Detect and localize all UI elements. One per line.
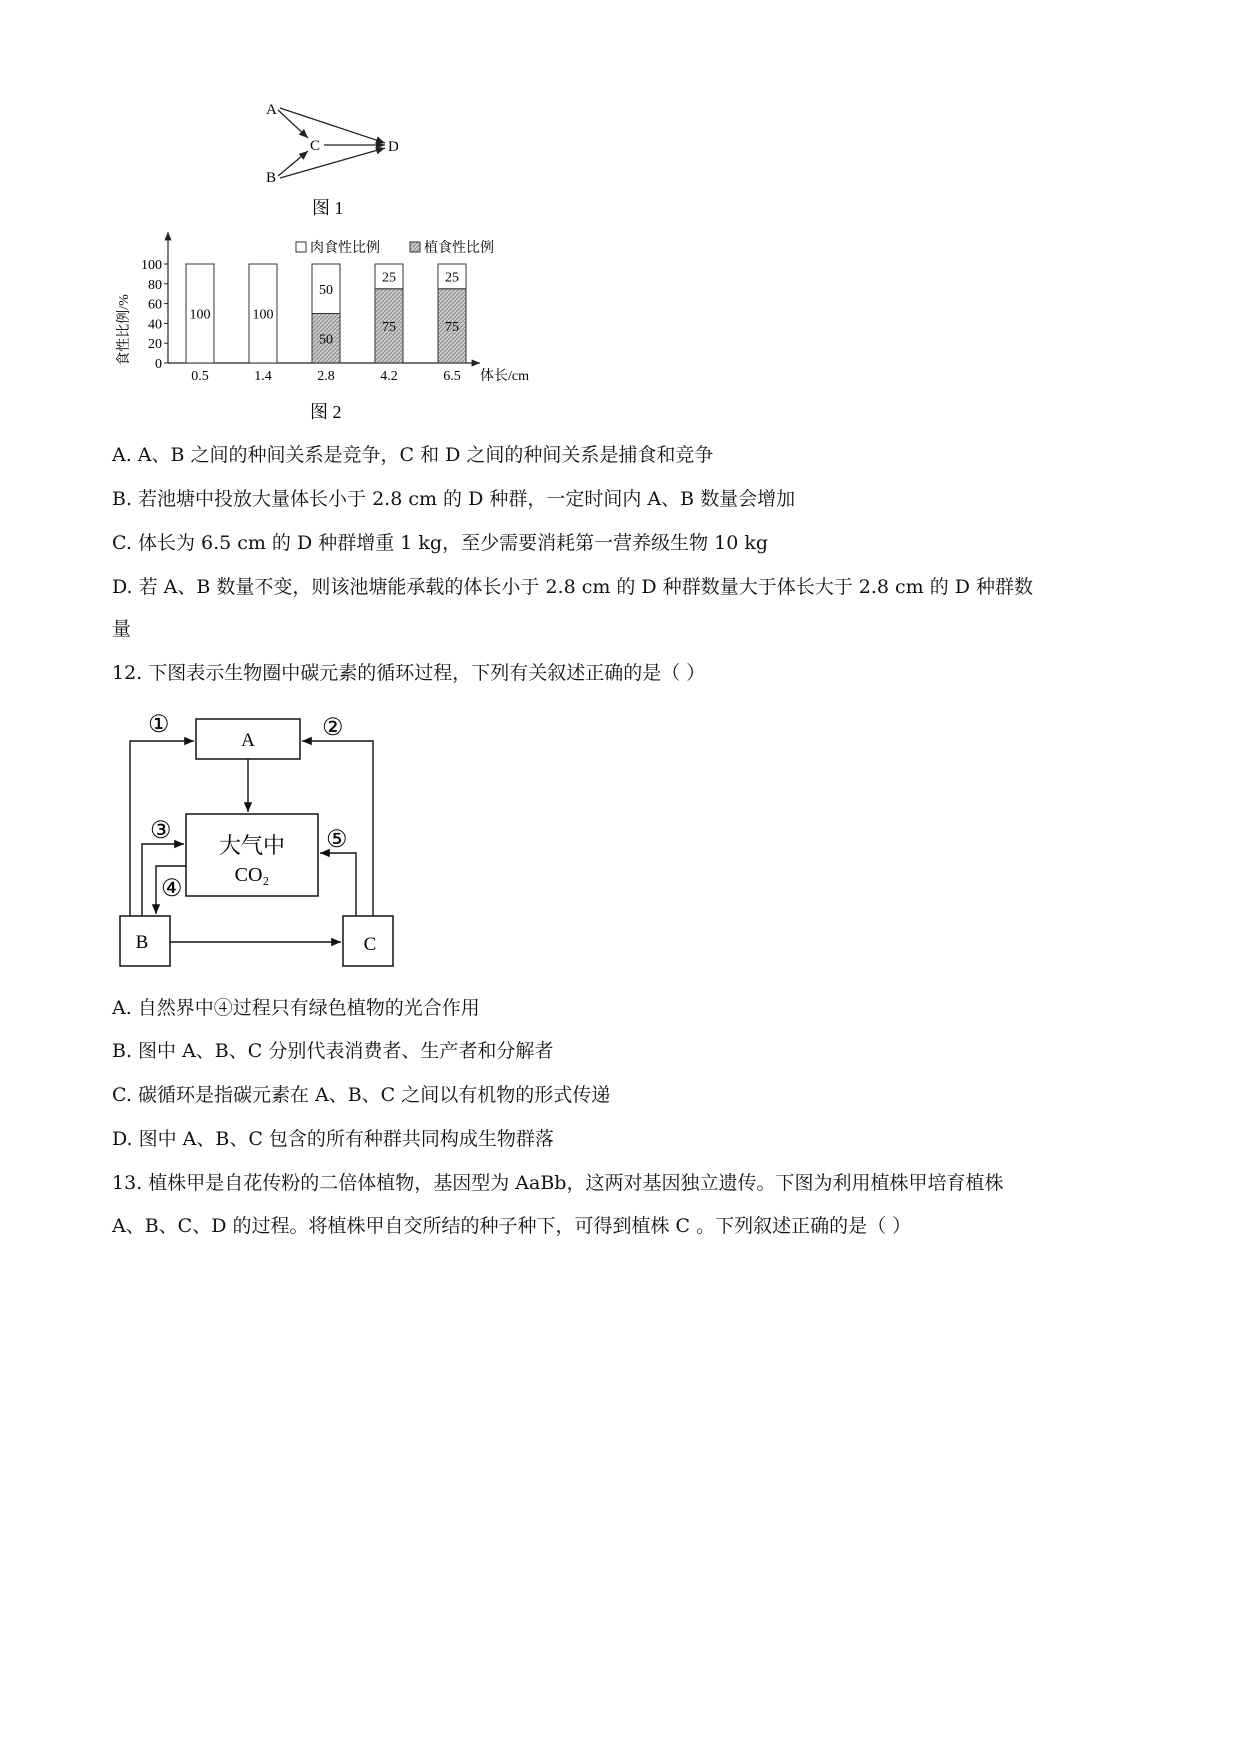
x-tick-label: 4.2 [380,369,398,384]
q12-option-a: A. 自然界中④过程只有绿色植物的光合作用 [112,997,480,1019]
bar-carnivore-value: 25 [445,270,459,286]
figure-carbon-cycle [112,704,412,974]
box-co2-label-2: CO₂ [234,864,270,886]
label-3: ③ [150,818,172,844]
figure-1-food-web [266,96,430,231]
label-5: ⑤ [326,827,348,853]
label-2: ② [322,715,344,741]
q13-stem-line-2: A、B、C、D 的过程。将植株甲自交所结的种子种下，可得到植株 C 。下列叙述正确的是（ ） [112,1215,912,1237]
legend-carnivore-label: 肉食性比例 [310,241,380,256]
q13-stem-line-1: 13. 植株甲是自花传粉的二倍体植物，基因型为 AaBb，这两对基因独立遗传。下图为利用植株甲培育植株 [112,1172,1004,1194]
q11-option-c: C. 体长为 6.5 cm 的 D 种群增重 1 kg，至少需要消耗第一营养级生物 10 kg [112,532,769,554]
bar-herbivore-value: 50 [319,332,333,348]
arrow-a-to-d [280,108,385,143]
q11-option-d: D. 若 A、B 数量不变，则该池塘能承载的体长小于 2.8 cm 的 D 种群数量大于体长大于 2.8 cm 的 D 种群数 [112,576,1034,598]
q11-option-a: A. A、B 之间的种间关系是竞争，C 和 D 之间的种间关系是捕食和竞争 [112,444,714,466]
legend-herbivore-label: 植食性比例 [424,241,494,256]
x-tick-label: 6.5 [443,369,461,384]
bar-carnivore-value: 25 [382,270,396,286]
node-a-label: A [266,102,277,118]
bar-herbivore-value: 75 [382,319,396,335]
q12-option-d: D. 图中 A、B、C 包含的所有种群共同构成生物群落 [112,1128,554,1150]
q12-option-c: C. 碳循环是指碳元素在 A、B、C 之间以有机物的形式传递 [112,1084,611,1106]
bar-carnivore-value: 50 [319,282,333,298]
y-tick-label: 40 [148,317,162,333]
x-axis-label: 体长/cm [480,369,529,384]
arrow-b-to-c [278,151,308,176]
node-d-label: D [388,139,399,155]
arrow-a-to-c [278,110,308,138]
arrow-5-c-to-co2 [320,853,356,916]
node-b-label: B [266,170,277,186]
y-axis-label: 食性比例/% [117,294,132,366]
q12-stem: 12. 下图表示生物圈中碳元素的循环过程，下列有关叙述正确的是（ ） [112,662,706,684]
y-tick-label: 100 [141,258,162,273]
bar-herbivore-value: 75 [445,319,459,335]
bar-carnivore-value: 100 [252,307,274,323]
legend-herbivore-swatch [410,242,420,252]
node-c-label: C [310,138,321,154]
arrow-b-to-d [280,148,385,178]
x-tick-label: 1.4 [254,369,272,384]
label-1: ① [148,712,170,738]
figure-2-caption: 图 2 [310,402,342,422]
q12-option-b: B. 图中 A、B、C 分别代表消费者、生产者和分解者 [112,1040,554,1062]
box-a-label: A [241,730,255,751]
bar-carnivore-value: 100 [189,307,211,323]
y-tick-label: 60 [148,297,162,313]
box-b-label: B [135,932,149,953]
figure-1-caption: 图 1 [312,198,344,218]
q11-option-b: B. 若池塘中投放大量体长小于 2.8 cm 的 D 种群，一定时间内 A、B 数量会增加 [112,488,796,510]
figure-2-chart [112,228,552,428]
q11-option-d-continued: 量 [112,618,132,640]
y-tick-label: 0 [155,357,162,372]
x-tick-label: 0.5 [191,369,209,384]
box-c-label: C [363,934,377,955]
x-tick-label: 2.8 [317,369,335,384]
y-tick-label: 80 [148,277,162,293]
y-tick-label: 20 [148,337,162,353]
legend-carnivore-swatch [296,242,306,252]
box-co2-label-1: 大气中 [218,833,286,858]
label-4: ④ [161,876,183,902]
